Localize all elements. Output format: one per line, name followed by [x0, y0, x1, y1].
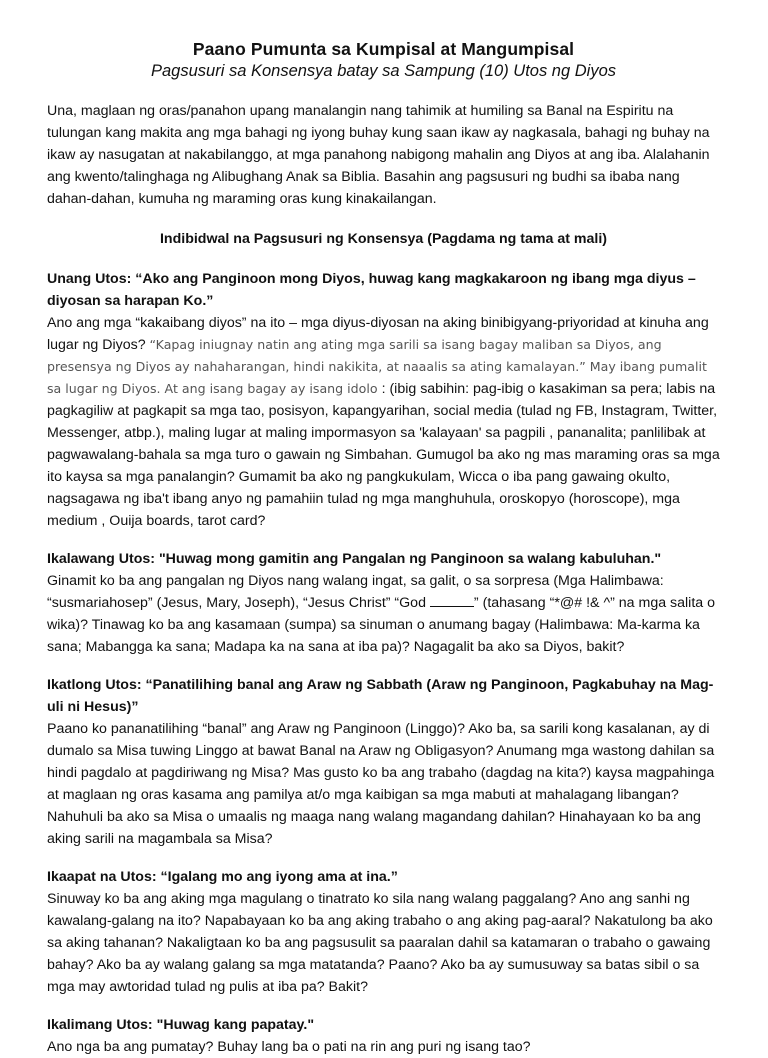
section-heading: Indibidwal na Pagsusuri ng Konsensya (Pagdama ng tama at mali): [159, 231, 607, 247]
commandment-body: Sinuway ko ba ang aking mga magulang o tinatrato ko sila nang walang paggalang? Ano ang sanhi ng kawalang-galang na ito? Napabayaan ko ba ang aking trabaho o ang aking pag-aaral? Nakatulong ba ako sa aking tahanan? Nakaligtaan ko ba ang pagsusulit sa paaralan dahil sa katamaran o trabaho o gawaing bahay? Ako ba ay walang galang sa mga matatanda? Paano? Ako ba ay sumusuway sa batas sibil o sa mga may awtoridad tulad ng pulis at iba pa? Bakit?: [47, 891, 713, 995]
commandment-text: Ginamit ko ba ang pangalan ng Diyos nang walang ingat, sa galit, o sa sorpresa (Mga Halimbawa: “susmariahosep” (Jesus, Mary, Joseph), “Jesus Christ” “God: [47, 573, 664, 611]
commandment-body: Paano ko pananatilihing “banal” ang Araw ng Panginoon (Linggo)? Ako ba, sa sarili kong kasalanan, ay di dumalo sa Misa tuwing Linggo at bawat Banal na Araw ng Obligasyon? Anumang mga wastong dahilan sa hindi pagdalo at pagdiriwang ng Misa? Mas gusto ko ba ang trabaho (dagdag na kita?) kaysa magpahinga at maglaan ng oras kasama ang pamilya at/o mga kaibigan sa mga mabuti at mahalagang libangan? Nahuhuli ba ako sa Misa o umaalis ng maaga nang walang magandang dahilan? Hinahayaan ko ba ang aking sarili na magambala sa Misa?: [47, 721, 715, 847]
commandment-quote: “Igalang mo ang iyong ama at ina.”: [160, 869, 398, 885]
commandment-label: Ikalimang Utos:: [47, 1017, 157, 1033]
commandment-body: [47, 312, 720, 532]
commandment-quote: “Ako ang Panginoon mong Diyos, huwag kang magkakaroon ng ibang mga diyus –diyosan sa harapan Ko.”: [47, 271, 696, 309]
commandment-text: Ano ang mga “kakaibang diyos” na ito – mga diyus-diyosan na aking binibigyang-priyoridad at kinuha ang lugar ng Diyos?: [47, 315, 709, 353]
commandment-label: Unang Utos:: [47, 271, 136, 287]
commandment-quote: "Huwag mong gamitin ang Pangalan ng Panginoon sa walang kabuluhan.": [158, 551, 662, 567]
document-title: Paano Pumunta sa Kumpisal at Mangumpisal: [192, 39, 575, 59]
commandment-5: [47, 1014, 720, 1058]
commandment-2: [47, 548, 720, 658]
commandment-label: Ikatlong Utos:: [47, 677, 146, 693]
commandment-3: [47, 674, 720, 850]
commandment-label: Ikaapat na Utos:: [47, 869, 161, 885]
commandment-body: [47, 570, 720, 658]
commandment-quote: “Panatilihing banal ang Araw ng Sabbath (Araw ng Panginoon, Pagkabuhay na Mag-uli ni Hesus)”: [47, 677, 714, 715]
document-subtitle: Pagsusuri sa Konsensya batay sa Sampung (10) Utos ng Diyos: [151, 62, 616, 80]
blank-line: [430, 593, 474, 607]
commandment-label: Ikalawang Utos:: [47, 551, 159, 567]
commandment-heading: [47, 674, 720, 718]
commandment-quoted-text: “Kapag iniugnay natin ang ating mga sarili sa isang bagay maliban sa Diyos, ang presensya ng Diyos ay nahaharangan, hindi nakikita, at naaalis sa ating kamalayan.” May ibang pumalit sa lugar ng Diyos. At ang isang bagay ay isang idolo: [47, 337, 707, 396]
commandment-heading: [47, 1014, 720, 1036]
commandment-text: ” (tahasang “*@# !& ^” na mga salita o wika)? Tinawag ko ba ang kasamaan (sumpa) sa sinuman o anumang bagay (Halimbawa: Ma-karma ka sana; Mabangga ka sana; Madapa ka na sana at iba pa)? Nagagalit ba ako sa Diyos, bakit?: [47, 595, 715, 655]
commandment-text: : (ibig sabihin: pag-ibig o kasakiman sa pera; labis na pagkagiliw at pagkapit sa mga tao, posisyon, kapangyarihan, social media (tulad ng FB, Instagram, Twitter, Messenger, atbp.), maling lugar at maling impormasyon sa 'kalayaan' sa pagpili , pananalita; panlilibak at pagwawalang-bahala sa mga turo o gawain ng Simbahan. Gumugol ba ako ng mas maraming oras sa mga ito kaysa sa mga panalangin? Gumamit ba ako ng pangkukulam, Wicca o iba pang gawaing okulto, nagsagawa ng iba't ibang anyo ng pamahiin tulad ng mga manghuhula, oroskopyo (horoscope), mga medium , Ouija boards, tarot card?: [47, 381, 720, 529]
commandment-1: [47, 268, 720, 532]
commandment-heading: [47, 548, 720, 570]
commandment-quote: "Huwag kang papatay.": [156, 1017, 315, 1033]
commandment-heading: [47, 268, 720, 312]
commandment-heading: [47, 866, 720, 888]
commandment-body: Ano nga ba ang pumatay? Buhay lang ba o pati na rin ang puri ng isang tao?: [47, 1039, 531, 1055]
commandment-4: [47, 866, 720, 998]
intro-paragraph: Una, maglaan ng oras/panahon upang manalangin nang tahimik at humiling sa Banal na Espiritu na tulungan kang makita ang mga bahagi ng iyong buhay kung saan ikaw ay nagkasala, bahagi ng buhay na ikaw ay nasugatan at nakabilanggo, at mga panahong nabigong mahalin ang Diyos at ang iba. Alalahanin ang kwento/talinghaga ng Alibughang Anak sa Biblia. Basahin ang pagsusuri ng budhi sa ibaba nang dahan-dahan, kumuha ng maraming oras kung kinakailangan.: [47, 103, 710, 207]
